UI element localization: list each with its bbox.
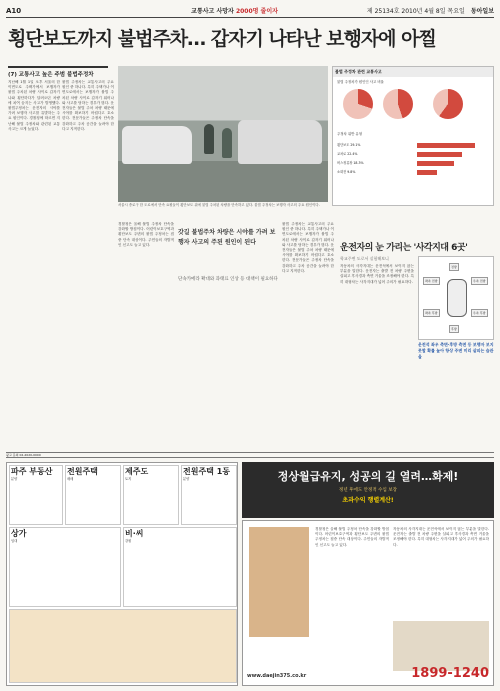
section-title (191, 6, 278, 15)
ad-body: 분양 (11, 477, 18, 481)
section-label: 교통사고 사망자 (191, 8, 234, 15)
banner-subtitle: 정년 후에도 안정적 수입 보장 (339, 488, 397, 493)
blind-spot-diagram (418, 256, 494, 340)
ad-body: 분양 (183, 477, 190, 481)
pull-quote: 갓길 불법주차 차량은 시야를 가려 보행자 사고의 주된 원인이 된다 (178, 229, 276, 246)
diagram-label: 후방 (451, 327, 457, 331)
pie-label: 불법 주정차가 원인인 사고 비율 (337, 80, 384, 84)
ad-title: 전원주택 1동 (183, 467, 230, 476)
ad-body: 강원 (125, 539, 132, 543)
ad-body: 매매 (67, 477, 74, 481)
bar-label: 버스정류장 18.3% (337, 161, 364, 165)
ad-body: 임대 (11, 539, 18, 543)
bar-label: 교차로 22.4% (337, 152, 358, 156)
pie-chart-3 (433, 89, 463, 119)
ad-cell[interactable] (123, 465, 179, 525)
ad-website[interactable]: www.daejin375.co.kr (247, 673, 307, 679)
diagram-label: 좌측 전방 (425, 279, 438, 283)
article-column-2: 불법 주정차는 교통사고의 주요 원인 중 하나다. 특히 주택가나 이면도로에서는 보행자가 불법 주차된 차량 사이로 갑자기 튀어나와 사고를 당하는 경우가 많다. 운전자들은 불법 주차 차량 때문에 시야를 확보하기 어렵다고 호소한다. 전문가들은 주정차 단속을 강화하고 주차 공간을 늘려야 한다고 지적한다. (62, 80, 114, 131)
banner-highlight: 초과수익 행렬계산! (342, 497, 394, 504)
diagram-label: 좌측 후방 (425, 311, 438, 315)
ad-image (249, 527, 309, 637)
issue-date: 제 25134호 2010년 4월 8일 목요일 (366, 8, 465, 15)
ad-image (393, 621, 489, 671)
paper-logo: 동아일보 (470, 8, 494, 15)
page-number: A10 (6, 6, 22, 15)
person-image (222, 128, 232, 158)
ad-phone[interactable]: 1899-1240 (411, 666, 489, 681)
ads-divider (6, 452, 494, 458)
person-image (204, 124, 214, 154)
ad-cell[interactable] (181, 465, 237, 525)
car-icon (447, 279, 467, 317)
ad-title: 상가 (11, 529, 27, 538)
bar-label: 소화전 9.8% (337, 170, 356, 174)
infographic (332, 66, 494, 206)
classified-ads (6, 462, 238, 686)
ad-text: 자동차의 사각지대는 운전석에서 보이지 않는 부분을 말한다. 운전자는 출발 전 차량 주변을 살피고 후사경과 측면 거울을 조정해야 한다. 특히 대형차는 사각지대가 넓어 주의가 필요하다. (393, 527, 489, 547)
ad-banner[interactable] (242, 462, 494, 518)
section-accent: 2000명 줄이자 (235, 8, 278, 15)
article-kicker: (7) 교통사고 높은 주범 불법주정차 (8, 66, 108, 78)
ad-title: 비·씨 (125, 529, 144, 538)
news-photo (118, 66, 328, 202)
bars-label: 주정차 위반 유형 (337, 132, 363, 136)
headline: 횡단보도까지 불법주차… 갑자기 나타난 보행자에 아찔 (8, 28, 436, 50)
ad-title: 전원주택 (67, 467, 98, 476)
sidebar-headline: 운전자의 눈 가리는 '사각지대 6곳' (340, 243, 468, 253)
article-column-4: 불법 주정차는 교통사고의 주요 원인 중 하나다. 특히 주택가나 이면도로에서는 보행자가 불법 주차된 차량 사이로 갑자기 튀어나와 사고를 당하는 경우가 많다. 운전자들은 불법 주차 차량 때문에 시야를 확보하기 어렵다고 호소한다. 전문가들은 주정차 단속을 강화하고 주차 공간을 늘려야 한다고 지적한다. (282, 222, 334, 273)
bar (417, 161, 454, 166)
bar (417, 152, 462, 157)
ad-cell[interactable] (9, 609, 237, 683)
bar (417, 170, 437, 175)
page-header (6, 4, 494, 18)
ad-cell[interactable] (123, 527, 237, 607)
diagram-label: 우측 전방 (473, 279, 486, 283)
ad-title: 제주도 (125, 467, 149, 476)
diagram-label: 전방 (451, 265, 457, 269)
ad-title: 파주 부동산 (11, 467, 53, 476)
ad-cell[interactable] (9, 465, 63, 525)
ad-text: 경찰청은 올해 불법 주정차 단속을 강화할 방침이다. 어린이보호구역과 횡단보도 주변의 불법 주정차는 집중 단속 대상이다. 주민들의 자발적인 신고도 늘고 있다. (315, 527, 389, 547)
car-image (238, 120, 322, 164)
pie-chart-1 (343, 89, 373, 119)
article-column-5: 자동차의 사각지대는 운전석에서 보이지 않는 부분을 말한다. 운전자는 출발 전 차량 주변을 살피고 후사경과 측면 거울을 조정해야 한다. 특히 대형차는 사각지대가 넓어 주의가 필요하다. (340, 264, 414, 284)
infographic-title: 불법 주정차 관련 교통사고 (333, 67, 493, 77)
ad-cell[interactable] (65, 465, 121, 525)
photo-caption: 서울시 종로구 한 도로에서 단속 요원들이 횡단보도 위에 불법 주차된 차량을 단속하고 있다. 불법 주정차는 보행자 사고의 주요 원인이다. (118, 203, 320, 207)
bar (417, 143, 475, 148)
pull-quote-sub: 단속카메라 확대와 과태료 인상 등 대책이 필요하다 (178, 277, 278, 282)
diagram-label: 우측 후방 (473, 311, 486, 315)
bar-legend (337, 141, 364, 177)
sidebar-tag: 학교주변 도로서 실험해보니 (340, 256, 389, 261)
ads-bar-text: 광고 문의 02-2020-0000 (6, 453, 41, 457)
car-image (122, 126, 192, 164)
pie-chart-2 (383, 89, 413, 119)
banner-title: 정상월급유지, 성공의 길 열려…화제! (277, 470, 459, 483)
ad-body: 토지 (125, 477, 132, 481)
article-column-3: 경찰청은 올해 불법 주정차 단속을 강화할 방침이다. 어린이보호구역과 횡단보도 주변의 불법 주정차는 집중 단속 대상이다. 주민들의 자발적인 신고도 늘고 있다. (118, 222, 174, 247)
highlight-note: 운전석 좌우 측면·후방 측면 등 보행자 보지 못할 확률 높아 항상 주변 미리 살피는 습관을 (418, 342, 494, 359)
article-column-1: 지난해 1월 1일 오후 서울의 한 이면도로 주택가에서 보행자가 불법 주차된 차량 사이로 갑자기 나와 횡단하다가 달려오던 차량에 치여 숨지는 사고가 발생했다. 불법주정차는 운전자의 시야를 가려 보행자 사고를 유발하는 주요 원인이다. 경찰청에 따르면 지난해 불법 주정차와 관련된 교통사고는 크게 늘었다. (8, 80, 60, 131)
display-ad[interactable] (242, 520, 494, 686)
ad-cell[interactable] (9, 527, 121, 607)
bar-label: 횡단보도 29.1% (337, 143, 361, 147)
